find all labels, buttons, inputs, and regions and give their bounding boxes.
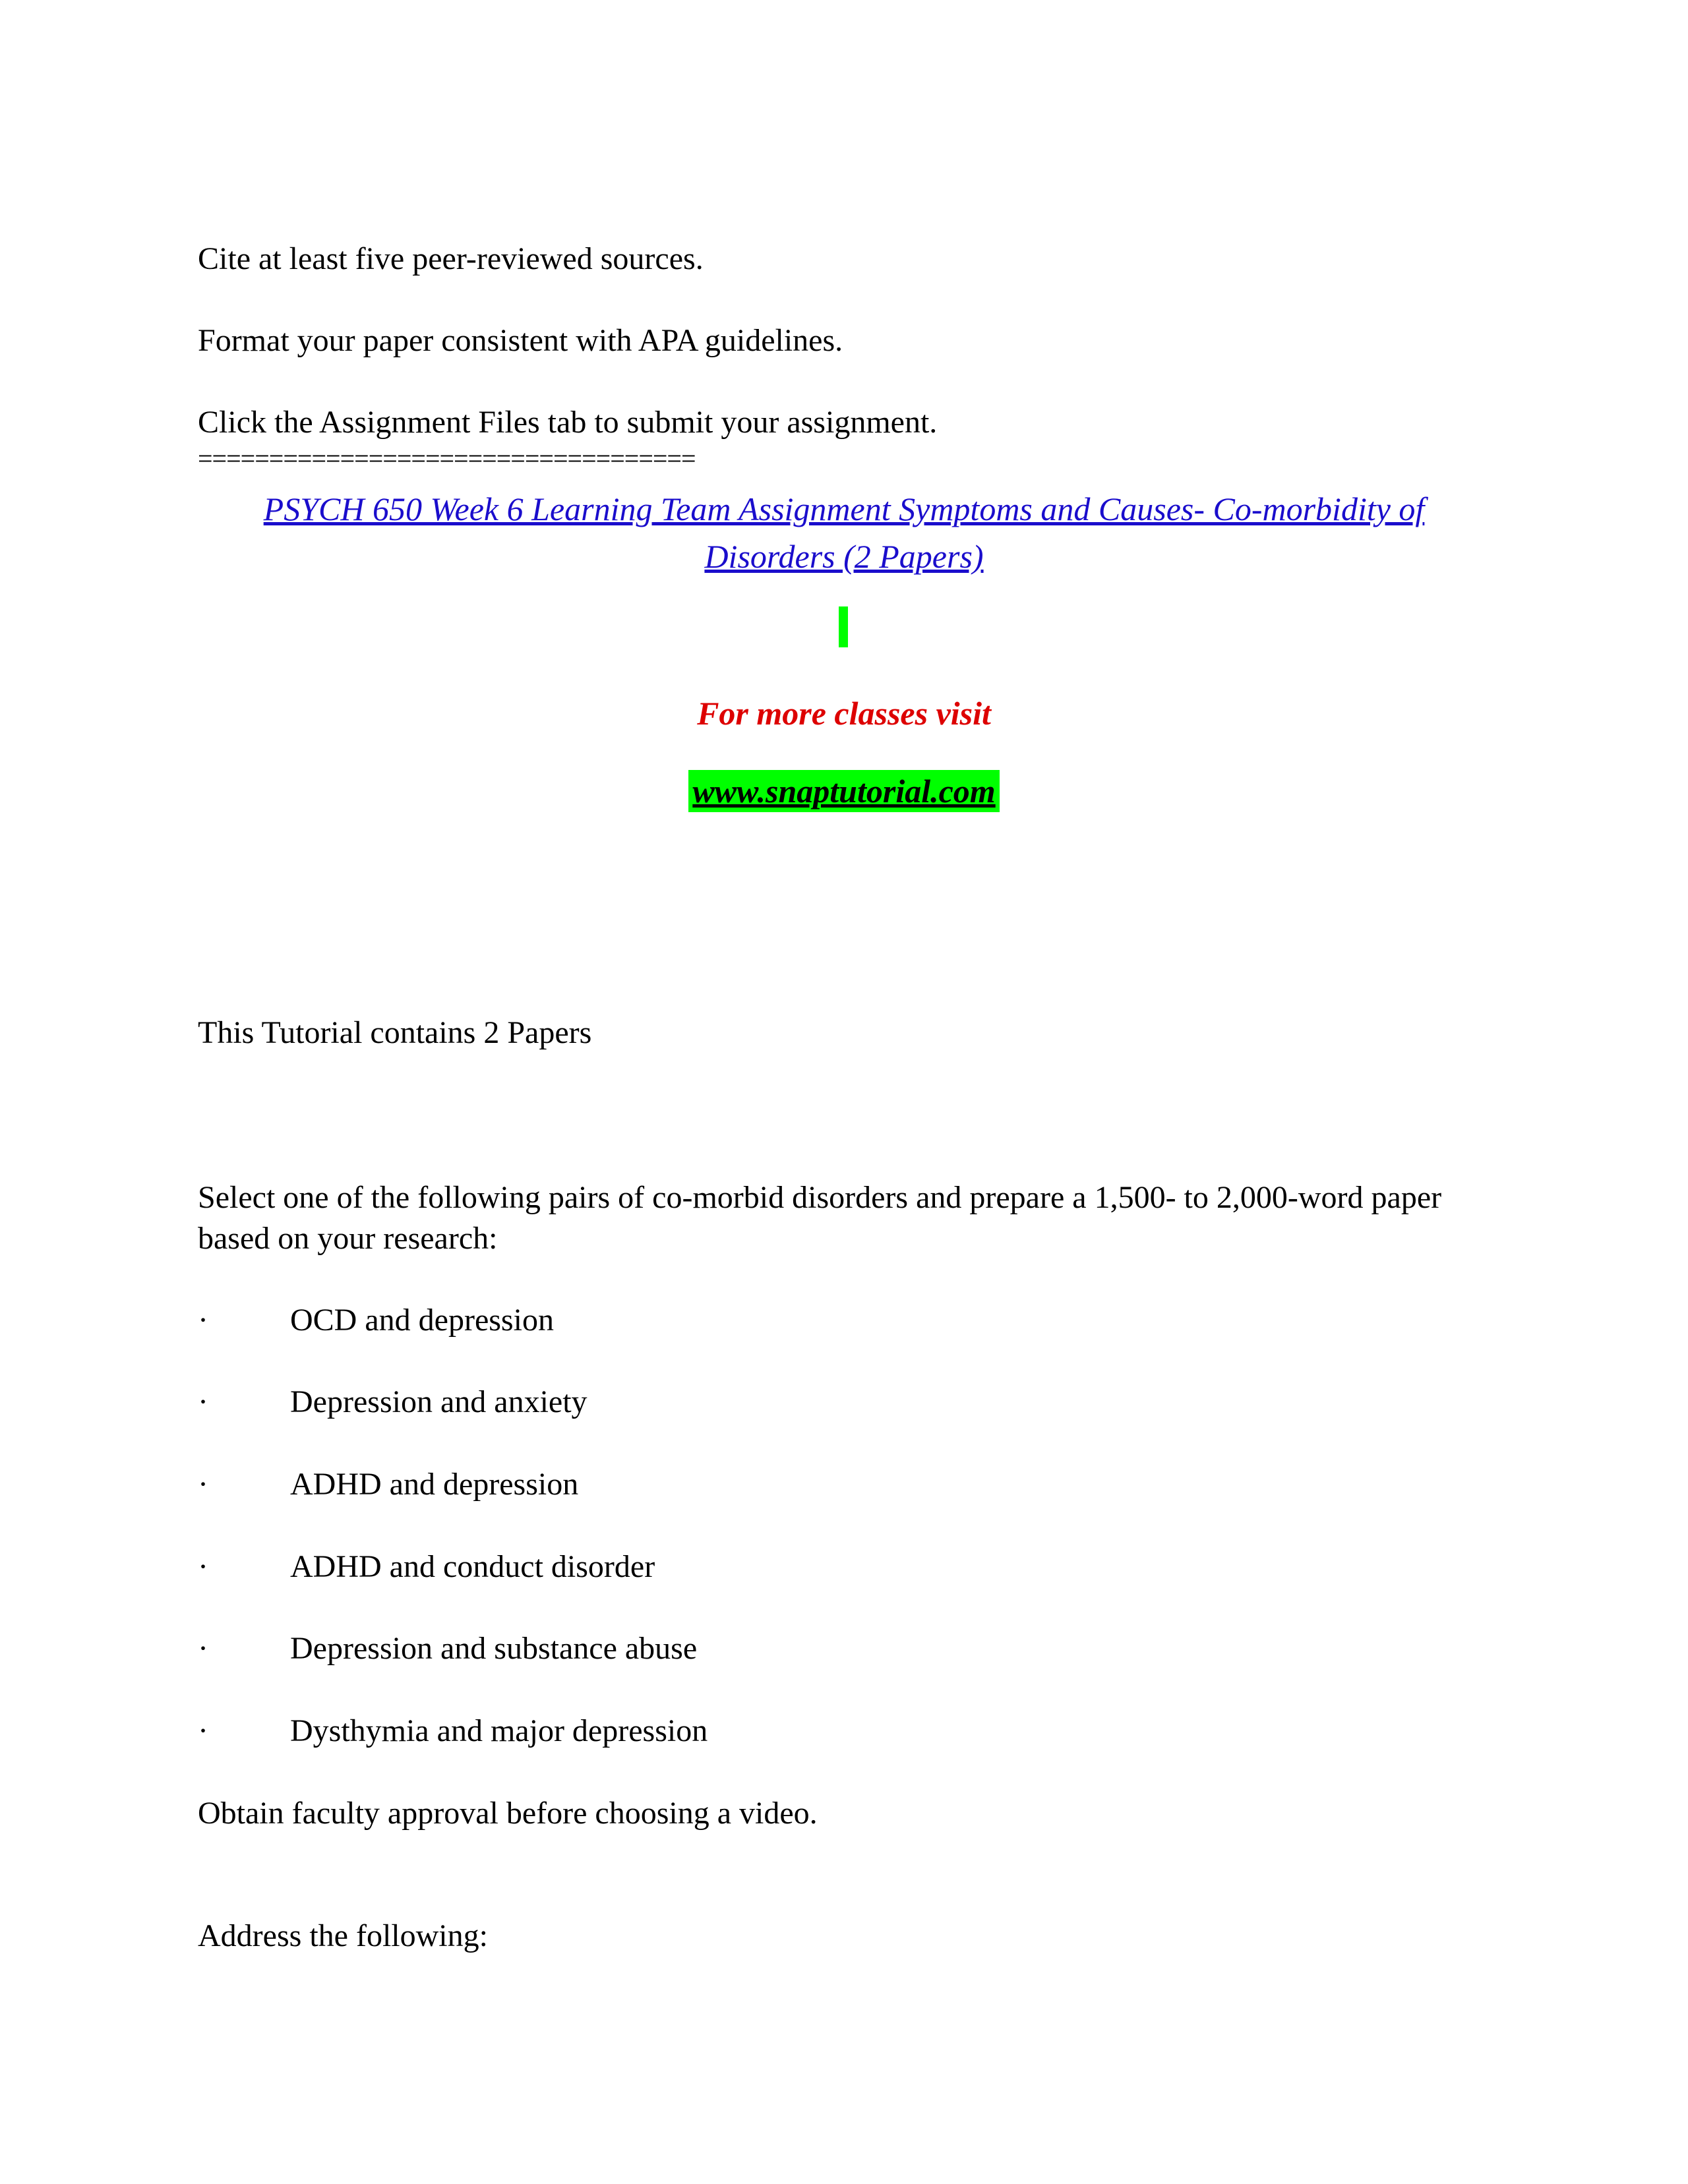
paragraph-format: Format your paper consistent with APA guidelines. xyxy=(198,323,843,358)
bullet-mark: · xyxy=(198,1549,208,1584)
snaptutorial-link[interactable]: www.snaptutorial.com xyxy=(688,770,999,812)
bullet-mark: · xyxy=(198,1713,208,1748)
paragraph-click: Click the Assignment Files tab to submit your assignment. xyxy=(198,405,938,440)
promo-site-line xyxy=(198,770,1490,812)
paragraph-cite: Cite at least five peer-reviewed sources. xyxy=(198,241,704,276)
bullet-mark: · xyxy=(198,1467,208,1502)
bullet-mark: · xyxy=(198,1384,208,1419)
bullet-mark: · xyxy=(198,1631,208,1666)
separator-line: =================================== xyxy=(198,444,696,473)
tutorial-note: This Tutorial contains 2 Papers xyxy=(198,1015,592,1050)
text-cursor-marker xyxy=(839,606,848,647)
list-item-text: Depression and substance abuse xyxy=(290,1631,698,1666)
list-item-text: ADHD and conduct disorder xyxy=(290,1549,655,1584)
list-item-text: Depression and anxiety xyxy=(290,1384,588,1419)
title-link[interactable]: PSYCH 650 Week 6 Learning Team Assignment Symptoms and Causes- Co-morbidity of Disorders (2 Papers) xyxy=(263,490,1425,575)
bullet-mark: · xyxy=(198,1303,208,1338)
list-item-text: ADHD and depression xyxy=(290,1467,579,1502)
paragraph-address: Address the following: xyxy=(198,1918,488,1953)
paragraph-approval: Obtain faculty approval before choosing a video. xyxy=(198,1796,818,1831)
instruction-paragraph: Select one of the following pairs of co-morbid disorders and prepare a 1,500- to 2,000-word paper based on your research: xyxy=(198,1180,1442,1256)
promo-more-classes: For more classes visit xyxy=(697,695,991,732)
list-item-text: OCD and depression xyxy=(290,1303,554,1338)
list-item-text: Dysthymia and major depression xyxy=(290,1713,708,1748)
